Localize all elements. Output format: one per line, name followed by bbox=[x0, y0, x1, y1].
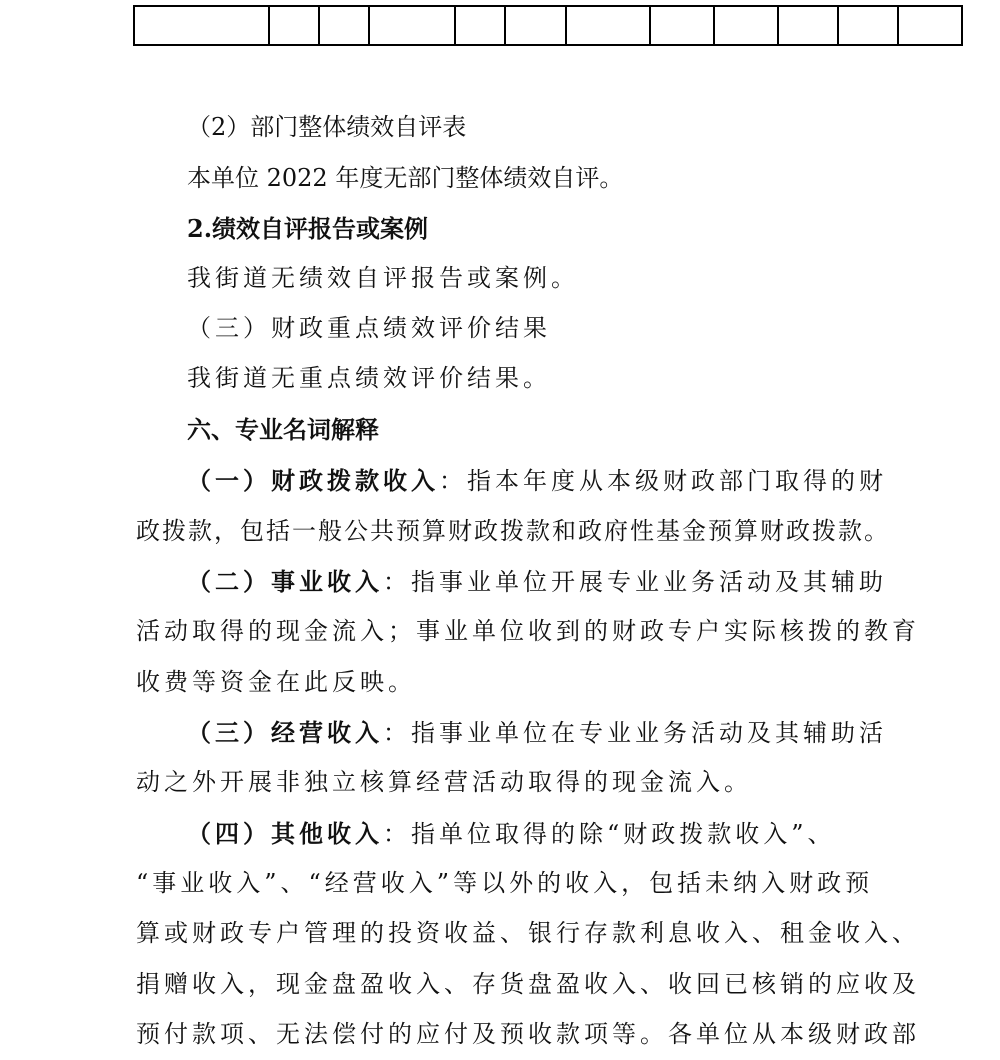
definition-3-line-1 bbox=[187, 707, 887, 759]
table-cell bbox=[455, 6, 505, 45]
table-cell bbox=[898, 6, 962, 45]
table-cell bbox=[369, 6, 455, 45]
definition-4-text: ：指单位取得的除“财政拨款收入”、 bbox=[383, 820, 836, 848]
definition-4-line-1 bbox=[187, 808, 836, 860]
table-cell bbox=[269, 6, 319, 45]
definition-4-line-5: 预付款项、无法偿付的应付及预收款项等。各单位从本级财政部 bbox=[136, 1020, 920, 1048]
definition-1-line-1 bbox=[187, 455, 887, 507]
definition-4-line-2: “事业收入”、“经营收入”等以外的收入，包括未纳入财政预 bbox=[136, 869, 874, 897]
table-cell bbox=[505, 6, 566, 45]
definition-2-line-2: 活动取得的现金流入；事业单位收到的财政专户实际核拨的教育 bbox=[136, 617, 920, 645]
table-cell bbox=[838, 6, 898, 45]
section-2-body: 本单位 2022 年度无部门整体绩效自评。 bbox=[187, 164, 624, 192]
table-cell bbox=[714, 6, 778, 45]
table-cell bbox=[650, 6, 714, 45]
definition-1-line-2: 政拨款，包括一般公共预算财政拨款和政府性基金预算财政拨款。 bbox=[136, 517, 890, 545]
definition-1-term: （一）财政拨款收入 bbox=[187, 466, 439, 495]
definition-3-term: （三）经营收入 bbox=[187, 718, 383, 747]
section-2b-body: 我街道无绩效自评报告或案例。 bbox=[187, 264, 579, 292]
definition-2-line-3: 收费等资金在此反映。 bbox=[136, 668, 416, 696]
table-row bbox=[134, 6, 962, 45]
definition-3-line-2: 动之外开展非独立核算经营活动取得的现金流入。 bbox=[136, 768, 752, 796]
section-3-heading: （三）财政重点绩效评价结果 bbox=[187, 314, 551, 342]
table-cell bbox=[134, 6, 269, 45]
definition-2-text: ：指事业单位开展专业业务活动及其辅助 bbox=[383, 568, 887, 596]
table-cell bbox=[566, 6, 650, 45]
definition-4-line-3: 算或财政专户管理的投资收益、银行存款利息收入、租金收入、 bbox=[136, 919, 920, 947]
definition-4-term: （四）其他收入 bbox=[187, 819, 383, 848]
table-cell bbox=[319, 6, 369, 45]
table-fragment bbox=[133, 5, 963, 46]
section-2b-heading: 2.绩效自评报告或案例 bbox=[187, 214, 429, 243]
definition-2-term: （二）事业收入 bbox=[187, 567, 383, 596]
section-6-heading: 六、专业名词解释 bbox=[187, 415, 379, 444]
section-3-body: 我街道无重点绩效评价结果。 bbox=[187, 364, 551, 392]
section-2-heading: （2）部门整体绩效自评表 bbox=[187, 113, 467, 141]
definition-2-line-1 bbox=[187, 556, 887, 608]
definition-1-text: ：指本年度从本级财政部门取得的财 bbox=[439, 467, 887, 495]
definition-4-line-4: 捐赠收入，现金盘盈收入、存货盘盈收入、收回已核销的应收及 bbox=[136, 970, 920, 998]
definition-3-text: ：指事业单位在专业业务活动及其辅助活 bbox=[383, 719, 887, 747]
table-cell bbox=[778, 6, 838, 45]
